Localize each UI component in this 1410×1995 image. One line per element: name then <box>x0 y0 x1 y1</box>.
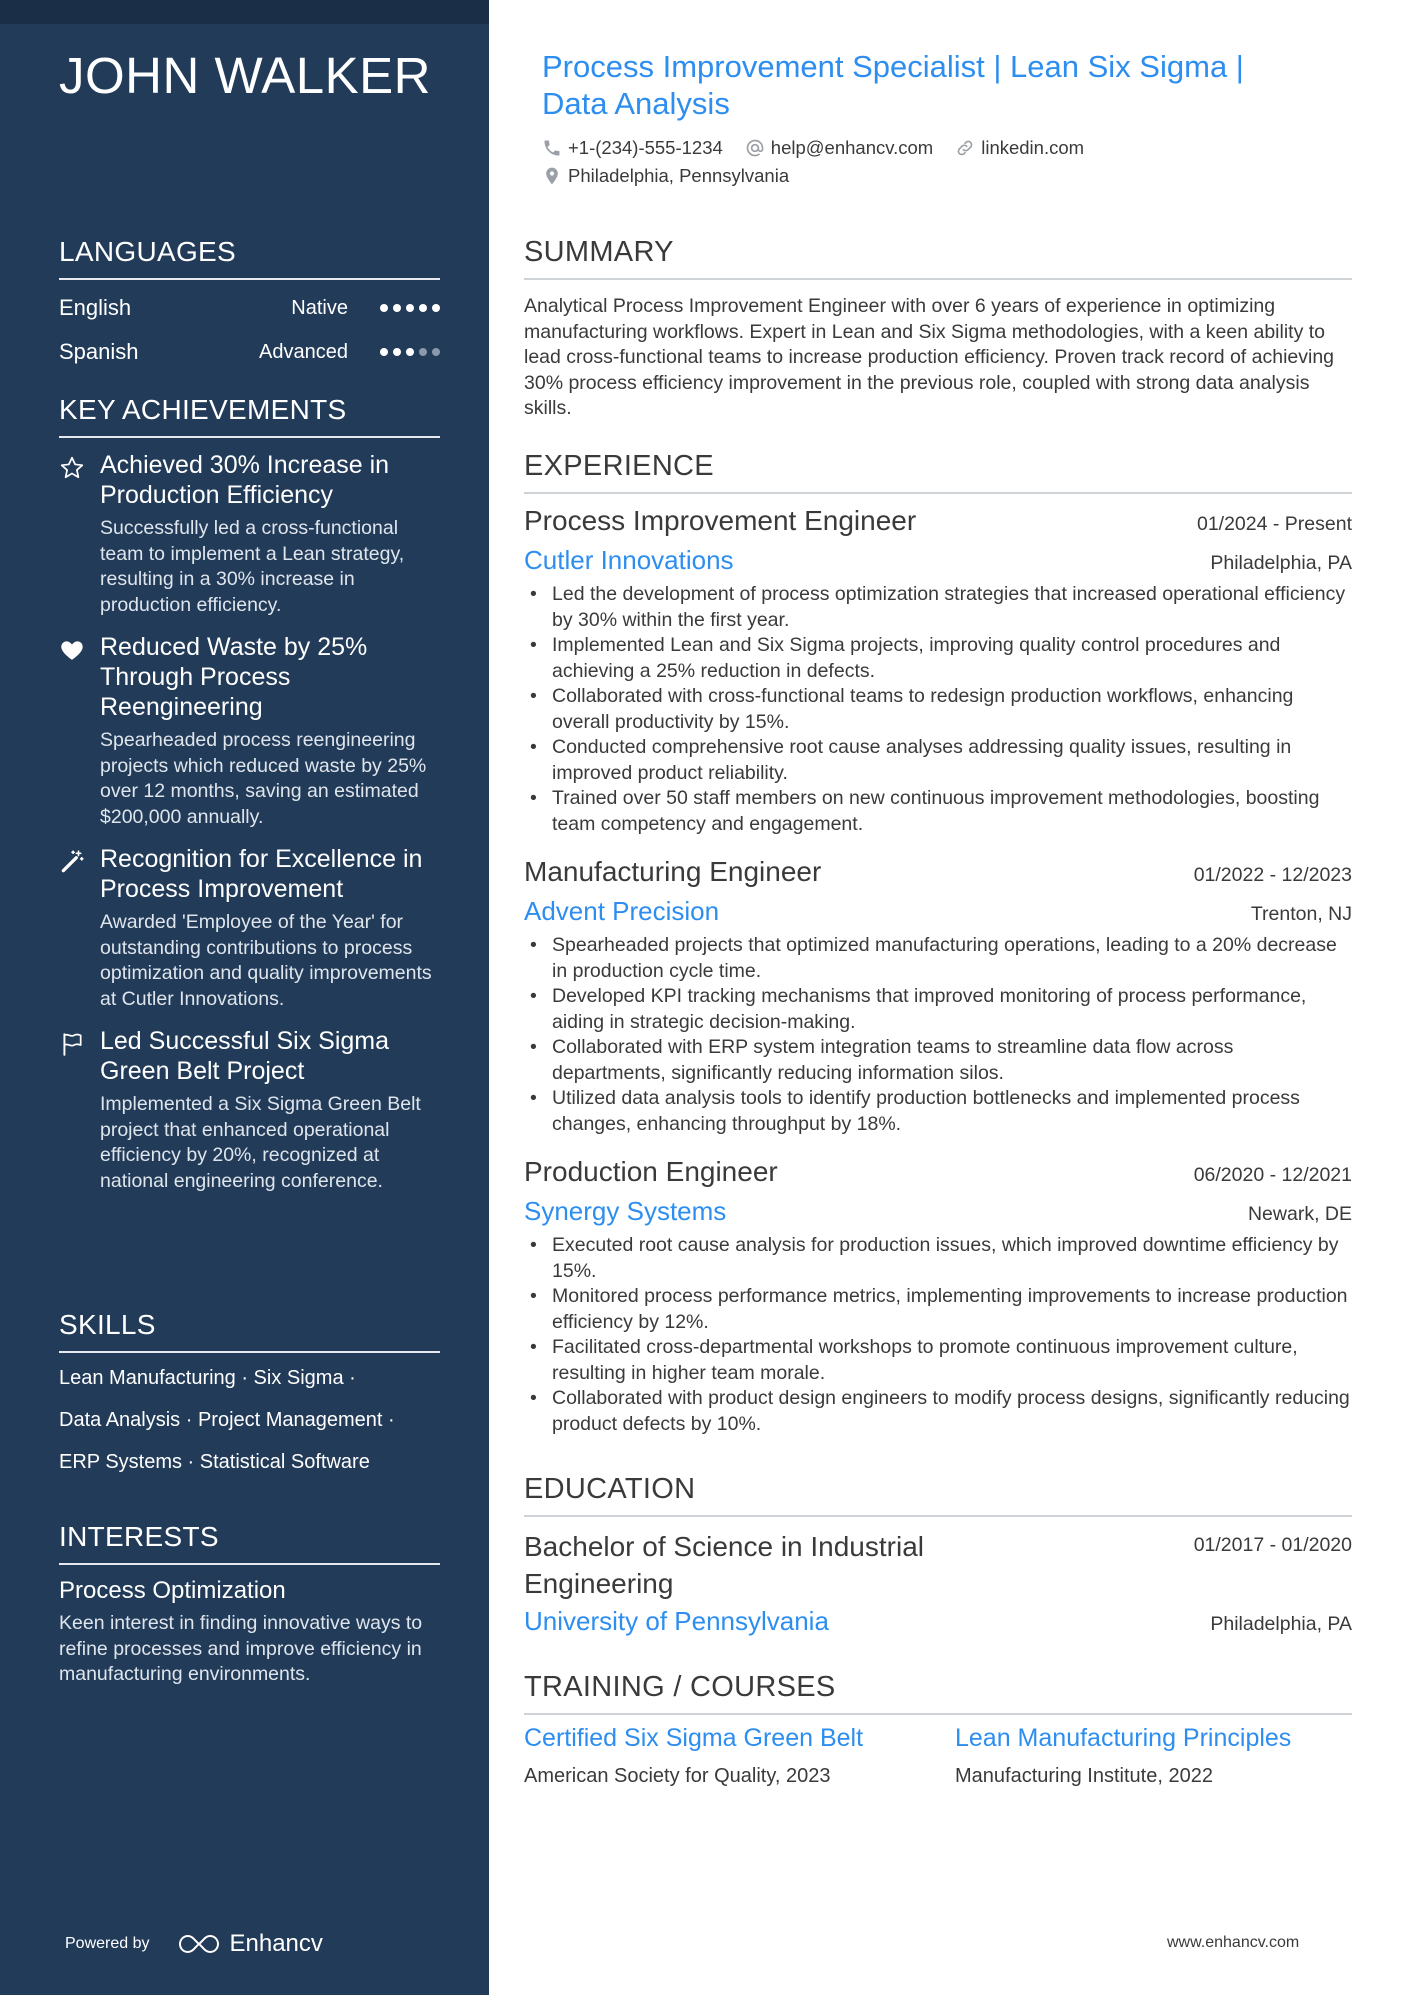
language-proficiency-dots <box>380 304 440 312</box>
achievement-item <box>59 632 440 830</box>
enhancv-logo[interactable] <box>176 1930 323 1958</box>
job-bullet: • Monitored process performance metrics, implementing improvements to increase production efficiency by 12%. <box>524 1284 1352 1335</box>
job-bullet: • Developed KPI tracking mechanisms that improved monitoring of process performance, aiding in strategic decision-making. <box>524 984 1352 1035</box>
link-icon <box>955 138 975 158</box>
course-title: Lean Manufacturing Principles <box>955 1724 1292 1752</box>
experience-title: EXPERIENCE <box>524 450 1352 494</box>
achievement-item <box>59 844 440 1012</box>
interest-title: Process Optimization <box>59 1577 286 1604</box>
interests-title: INTERESTS <box>59 1521 440 1565</box>
job-company: Advent Precision <box>524 896 720 926</box>
candidate-name: JOHN WALKER <box>59 47 431 104</box>
job-location: Philadelphia, PA <box>1210 552 1352 574</box>
skills-line: ERP Systems · Statistical Software <box>59 1451 370 1473</box>
training-title: TRAINING / COURSES <box>524 1671 1352 1715</box>
achievement-description: Awarded 'Employee of the Year' for outstanding contributions to process optimization and quality improvements at Cutler Innovations. <box>100 911 432 1010</box>
education-location: Philadelphia, PA <box>1210 1613 1352 1635</box>
achievements-title: KEY ACHIEVEMENTS <box>59 394 440 438</box>
contact-linkedin[interactable] <box>955 137 1084 159</box>
flag-icon <box>59 1031 85 1057</box>
contact-email[interactable] <box>745 137 933 159</box>
phone-text: +1-(234)-555-1234 <box>568 137 723 158</box>
course-title: Certified Six Sigma Green Belt <box>524 1724 864 1752</box>
headline: Process Improvement Specialist | Lean Six Sigma | Data Analysis <box>542 49 1244 121</box>
achievement-description: Implemented a Six Sigma Green Belt project that enhanced operational efficiency by 20%, recognized at national engineering conference. <box>100 1093 421 1192</box>
job-bullet: • Utilized data analysis tools to identify production bottlenecks and implemented process changes, enhancing throughput by 18%. <box>524 1086 1352 1137</box>
job-bullet: • Collaborated with product design engineers to modify process designs, significantly reducing product defects by 10%. <box>524 1386 1352 1437</box>
sidebar <box>0 0 489 1995</box>
phone-icon <box>542 138 562 158</box>
at-sign-icon <box>745 138 765 158</box>
language-level: Native <box>291 296 348 319</box>
languages-section <box>59 236 440 374</box>
achievement-item <box>59 450 440 618</box>
achievement-title: Achieved 30% Increase in Production Efficiency <box>100 451 390 509</box>
degree: Bachelor of Science in Industrial Engineering <box>524 1531 924 1599</box>
language-name: Spanish <box>59 339 139 364</box>
interest-description: Keen interest in finding innovative ways to refine processes and improve efficiency in manufacturing environments. <box>59 1612 423 1685</box>
job-dates: 01/2022 - 12/2023 <box>1193 864 1352 886</box>
job-title: Manufacturing Engineer <box>524 856 822 887</box>
job-bullet: • Executed root cause analysis for production issues, which improved downtime efficiency by 15%. <box>524 1233 1352 1284</box>
achievement-title: Reduced Waste by 25% Through Process Reengineering <box>100 633 368 721</box>
location-text: Philadelphia, Pennsylvania <box>568 165 790 186</box>
email-text: help@enhancv.com <box>770 137 934 158</box>
job-bullet: • Collaborated with cross-functional teams to redesign production workflows, enhancing overall productivity by 15%. <box>524 684 1352 735</box>
education-dates: 01/2017 - 01/2020 <box>1193 1534 1352 1556</box>
job-dates: 06/2020 - 12/2021 <box>1193 1164 1352 1186</box>
languages-title: LANGUAGES <box>59 236 440 280</box>
achievement-title: Led Successful Six Sigma Green Belt Project <box>100 1027 390 1085</box>
education-entry <box>524 1528 1352 1637</box>
powered-by-label: Powered by <box>65 1935 150 1952</box>
linkedin-text: linkedin.com <box>981 137 1085 158</box>
achievement-item <box>59 1026 440 1194</box>
job-location: Trenton, NJ <box>1250 903 1352 925</box>
summary-title: SUMMARY <box>524 236 1352 280</box>
job-bullet: • Facilitated cross-departmental workshops to promote continuous improvement culture, resulting in higher team morale. <box>524 1335 1352 1386</box>
course-item <box>524 1724 863 1788</box>
language-level: Advanced <box>259 340 348 363</box>
contact-phone <box>542 137 723 159</box>
achievement-title: Recognition for Excellence in Process Improvement <box>100 845 423 903</box>
footer-url[interactable]: www.enhancv.com <box>1167 1934 1300 1951</box>
language-proficiency-dots <box>380 348 440 356</box>
job-entry <box>524 1156 1352 1437</box>
skills-line: Lean Manufacturing · Six Sigma · <box>59 1367 356 1389</box>
job-entry <box>524 856 1352 1137</box>
interests-section <box>59 1521 440 1688</box>
enhancv-logo-icon <box>176 1932 222 1956</box>
job-bullets <box>524 933 1352 1137</box>
achievement-description: Successfully led a cross-functional team to implement a Lean strategy, resulting in a 30% increase in production efficiency. <box>100 517 405 616</box>
enhancv-brand-name: Enhancv <box>229 1930 323 1957</box>
sidebar-top-bar <box>0 0 489 24</box>
job-entry <box>524 505 1352 837</box>
achievement-description: Spearheaded process reengineering projects which reduced waste by 25% over 12 months, saving an estimated $200,000 annually. <box>100 729 427 828</box>
job-bullet: • Led the development of process optimization strategies that increased operational efficiency by 30% within the first year. <box>524 582 1352 633</box>
heart-icon <box>59 637 85 663</box>
job-bullet: • Trained over 50 staff members on new continuous improvement methodologies, boosting team competency and engagement. <box>524 786 1352 837</box>
job-bullet: • Collaborated with ERP system integration teams to streamline data flow across departments, significantly reducing information silos. <box>524 1035 1352 1086</box>
achievements-section <box>59 394 440 1194</box>
job-title: Production Engineer <box>524 1156 778 1187</box>
skills-title: SKILLS <box>59 1309 440 1353</box>
course-item <box>955 1724 1291 1788</box>
job-company: Cutler Innovations <box>524 545 734 575</box>
job-location: Newark, DE <box>1247 1203 1352 1225</box>
location-pin-icon <box>542 166 562 186</box>
job-company: Synergy Systems <box>524 1196 727 1226</box>
course-provider: American Society for Quality, 2023 <box>524 1765 831 1787</box>
job-dates: 01/2024 - Present <box>1196 513 1352 535</box>
contact-location <box>542 165 789 187</box>
magic-wand-icon <box>59 849 85 875</box>
job-bullets <box>524 582 1352 837</box>
job-bullets <box>524 1233 1352 1437</box>
skills-line: Data Analysis · Project Management · <box>59 1409 395 1431</box>
language-name: English <box>59 295 132 320</box>
language-row <box>59 330 440 374</box>
job-bullet: • Implemented Lean and Six Sigma projects, improving quality control procedures and achieving a 25% reduction in defects. <box>524 633 1352 684</box>
job-bullet: • Spearheaded projects that optimized manufacturing operations, leading to a 20% decrease in production cycle time. <box>524 933 1352 984</box>
language-row <box>59 286 440 330</box>
job-bullet: • Conducted comprehensive root cause analyses addressing quality issues, resulting in improved product reliability. <box>524 735 1352 786</box>
education-title: EDUCATION <box>524 1473 1352 1517</box>
job-title: Process Improvement Engineer <box>524 505 917 536</box>
summary-text: Analytical Process Improvement Engineer with over 6 years of experience in optimizing manufacturing workflows. Expert in Lean and Six Sigma methodologies, with a keen ability to lead cross-functional teams to increase production efficiency. Proven track record of achieving 30% process efficiency improvement in the previous role, coupled with strong data analysis skills. <box>524 295 1335 419</box>
school: University of Pennsylvania <box>524 1606 829 1636</box>
skills-section <box>59 1309 440 1483</box>
contact-row <box>542 137 1106 159</box>
contact-location-row <box>542 165 811 187</box>
powered-by <box>65 1930 323 1958</box>
star-icon <box>59 455 85 481</box>
course-provider: Manufacturing Institute, 2022 <box>955 1765 1213 1787</box>
